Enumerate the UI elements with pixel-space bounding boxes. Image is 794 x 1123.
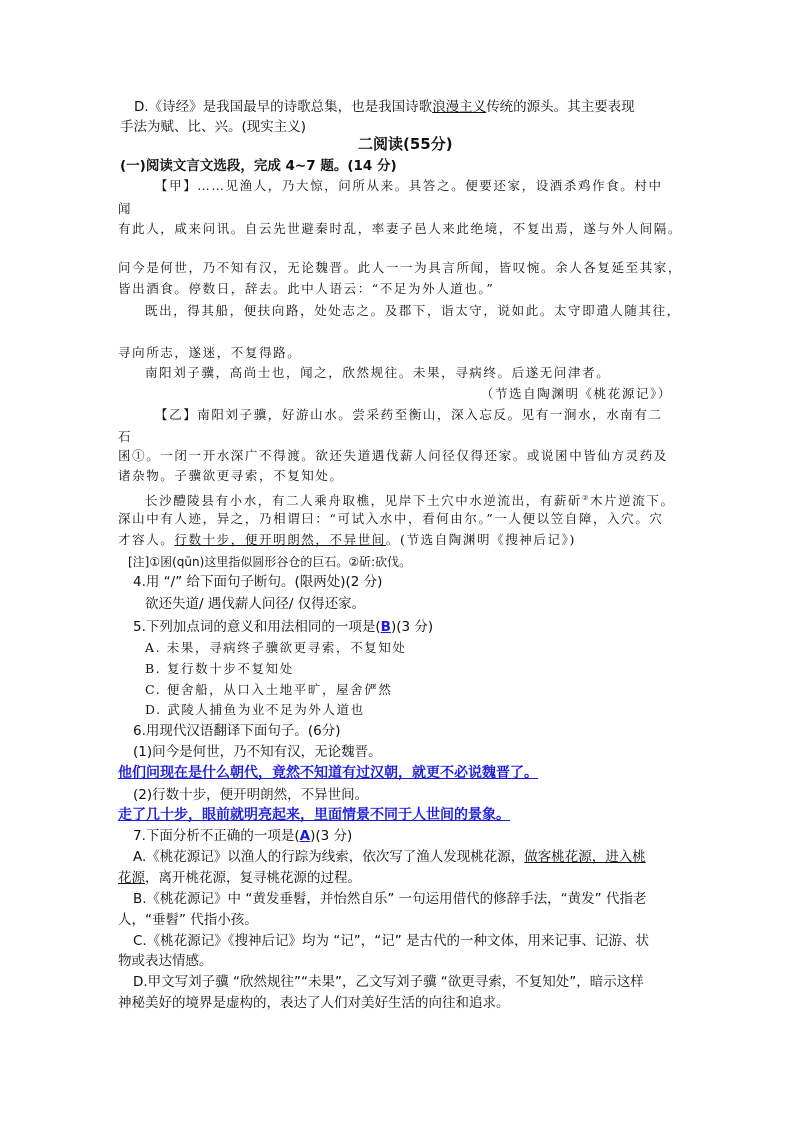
- yi-line: [118, 531, 576, 549]
- text: ，离开桃花源，复寻桃花源的过程。: [145, 870, 361, 886]
- text: 才容人。: [118, 532, 175, 547]
- q7-option-d-cont: 神秘美好的境界是虚构的，表达了人们对美好生活的向往和追求。: [118, 995, 510, 1011]
- jia-line: 寻向所志，遂迷，不复得路。: [118, 345, 302, 360]
- yi-line: 深山中有人迹，异之，乃相谓曰：“可试入水中，看何由尔。”一人便以笠自障，入穴。穴: [118, 511, 664, 526]
- jia-line: 皆出酒食。停数日，辞去。此中人语云：“不足为外人道也。”: [118, 281, 495, 296]
- q7-option-b-cont: 人，“垂髫” 代指小孩。: [118, 912, 258, 928]
- prev-option-d-line2: 手法为赋、比、兴。(现实主义): [120, 119, 307, 135]
- q4-prompt: 4.用 “/” 给下面句子断句。(限两处)(2 分): [133, 574, 383, 590]
- text: )(3 分): [310, 828, 353, 844]
- text: D.《诗经》是我国最早的诗歌总集，也是我国诗歌: [134, 99, 433, 115]
- q7-option-c: C.《桃花源记》《搜神后记》均为 “记”，“记” 是古代的一种文体，用来记事、记游、状: [133, 933, 650, 949]
- q7-option-a-cont: [118, 869, 361, 887]
- q5-option-b: B. 复行数十步不复知处: [145, 661, 294, 676]
- underlined-sentence: 行数十步，便开明朗然，不异世间: [174, 532, 386, 547]
- q5-option-a: A. 未果，寻病终子骥欲更寻索，不复知处: [145, 640, 407, 655]
- yi-line: 囷①。一闭一开水深广不得渡。欲还失道遇伐薪人问径仅得还家。或说囷中皆仙方灵药及: [118, 448, 668, 463]
- q6-sentence-1: (1)问今是何世，乃不知有汉，无论魏晋。: [133, 744, 382, 760]
- q5-option-c: C. 便舍船，从口入土地平旷，屋舍俨然: [145, 682, 393, 697]
- prev-option-d-line1: [134, 98, 635, 116]
- yi-line: 诸杂物。子骥欲更寻索，不复知处。: [118, 468, 344, 483]
- jia-source: （节选自陶渊明《桃花源记》）: [480, 386, 672, 401]
- section-title: 二阅读(55分): [358, 135, 453, 153]
- yi-line: 【乙】南阳刘子骥，好游山水。尝采药至衡山，深入忘反。见有一涧水，水南有二: [155, 407, 663, 422]
- q6-answer-1: 他们问现在是什么朝代，竟然不知道有过汉朝，就更不必说魏晋了。: [118, 765, 538, 781]
- jia-line: 闻: [118, 201, 133, 216]
- yi-line: [145, 489, 675, 510]
- yi-line: 石: [118, 429, 133, 444]
- text: 7.下面分析不正确的一项是(: [133, 828, 300, 844]
- jia-line: 南阳刘子骥，高尚士也，闻之，欣然规往。未果，寻病终。后遂无问津者。: [145, 365, 611, 380]
- text: 长沙醴陵县有小水，有二人乘舟取樵，见岸下土穴中水逆流出，有薪斫: [145, 493, 583, 509]
- q5-option-d: D. 武陵人捕鱼为业不足为外人道也: [145, 702, 365, 717]
- q5-prompt: [133, 618, 433, 636]
- q7-option-c-cont: 物或表达情感。: [118, 953, 213, 969]
- jia-line: 有此人，咸来问讯。自云先世避秦时乱，率妻子邑人来此绝境，不复出焉，遂与外人间隔。: [118, 221, 683, 236]
- q7-option-d: D.甲文写刘子骥 “欣然规往”“未果”，乙文写刘子骥 “欲更寻索，不复知处”，暗示这样: [133, 974, 644, 990]
- jia-line: 问今是何世，乃不知有汉，无论魏晋。此人一一为具言所闻，皆叹惋。余人各复延至其家，: [118, 260, 683, 275]
- q7-answer: A: [299, 828, 311, 844]
- underlined-text: 花源: [118, 870, 145, 886]
- jia-line: 【甲】……见渔人，乃大惊，问所从来。具答之。便要还家，设酒杀鸡作食。村中: [155, 178, 663, 193]
- footnote-mark: ②: [582, 494, 590, 502]
- underlined-term: 浪漫主义: [432, 99, 487, 115]
- text: 5.下列加点词的意义和用法相同的一项是(: [133, 619, 381, 635]
- text: )(3 分): [390, 619, 434, 635]
- yi-source: 。(节选自陶渊明《搜神后记》): [385, 532, 576, 547]
- part1-title: (一)阅读文言文选段，完成 4~7 题。(14 分): [120, 158, 397, 174]
- jia-line: 既出，得其船，便扶向路，处处志之。及郡下，诣太守，说如此。太守即遣人随其往，: [145, 303, 681, 318]
- q7-prompt: [133, 827, 352, 845]
- q7-option-a: [133, 848, 646, 866]
- q6-sentence-2: (2)行数十步，便开明朗然，不异世间。: [133, 787, 369, 803]
- q6-prompt: 6.用现代汉语翻译下面句子。(6分): [133, 723, 341, 739]
- text: A.《桃花源记》以渔人的行踪为线索，依次写了渔人发现桃花源，: [133, 849, 525, 865]
- text: 木片逆流下。: [590, 493, 675, 509]
- q7-option-b: B.《桃花源记》中 “黄发垂髫，并怡然自乐” 一句运用借代的修辞手法，“黄发” 代指老: [133, 891, 647, 907]
- underlined-text: 做客桃花源，进入桃: [524, 849, 646, 865]
- footnote: [注]①囷(qūn)这里指似圆形谷仓的巨石。②斫:砍伐。: [128, 555, 412, 569]
- q6-answer-2: 走了几十步，眼前就明亮起来，里面情景不同于人世间的景象。: [118, 807, 510, 823]
- q5-answer: B: [380, 619, 391, 635]
- text: 传统的源头。其主要表现: [486, 99, 635, 115]
- q4-answer: 欲还失道/ 遇伐薪人问径/ 仅得还家。: [145, 596, 366, 612]
